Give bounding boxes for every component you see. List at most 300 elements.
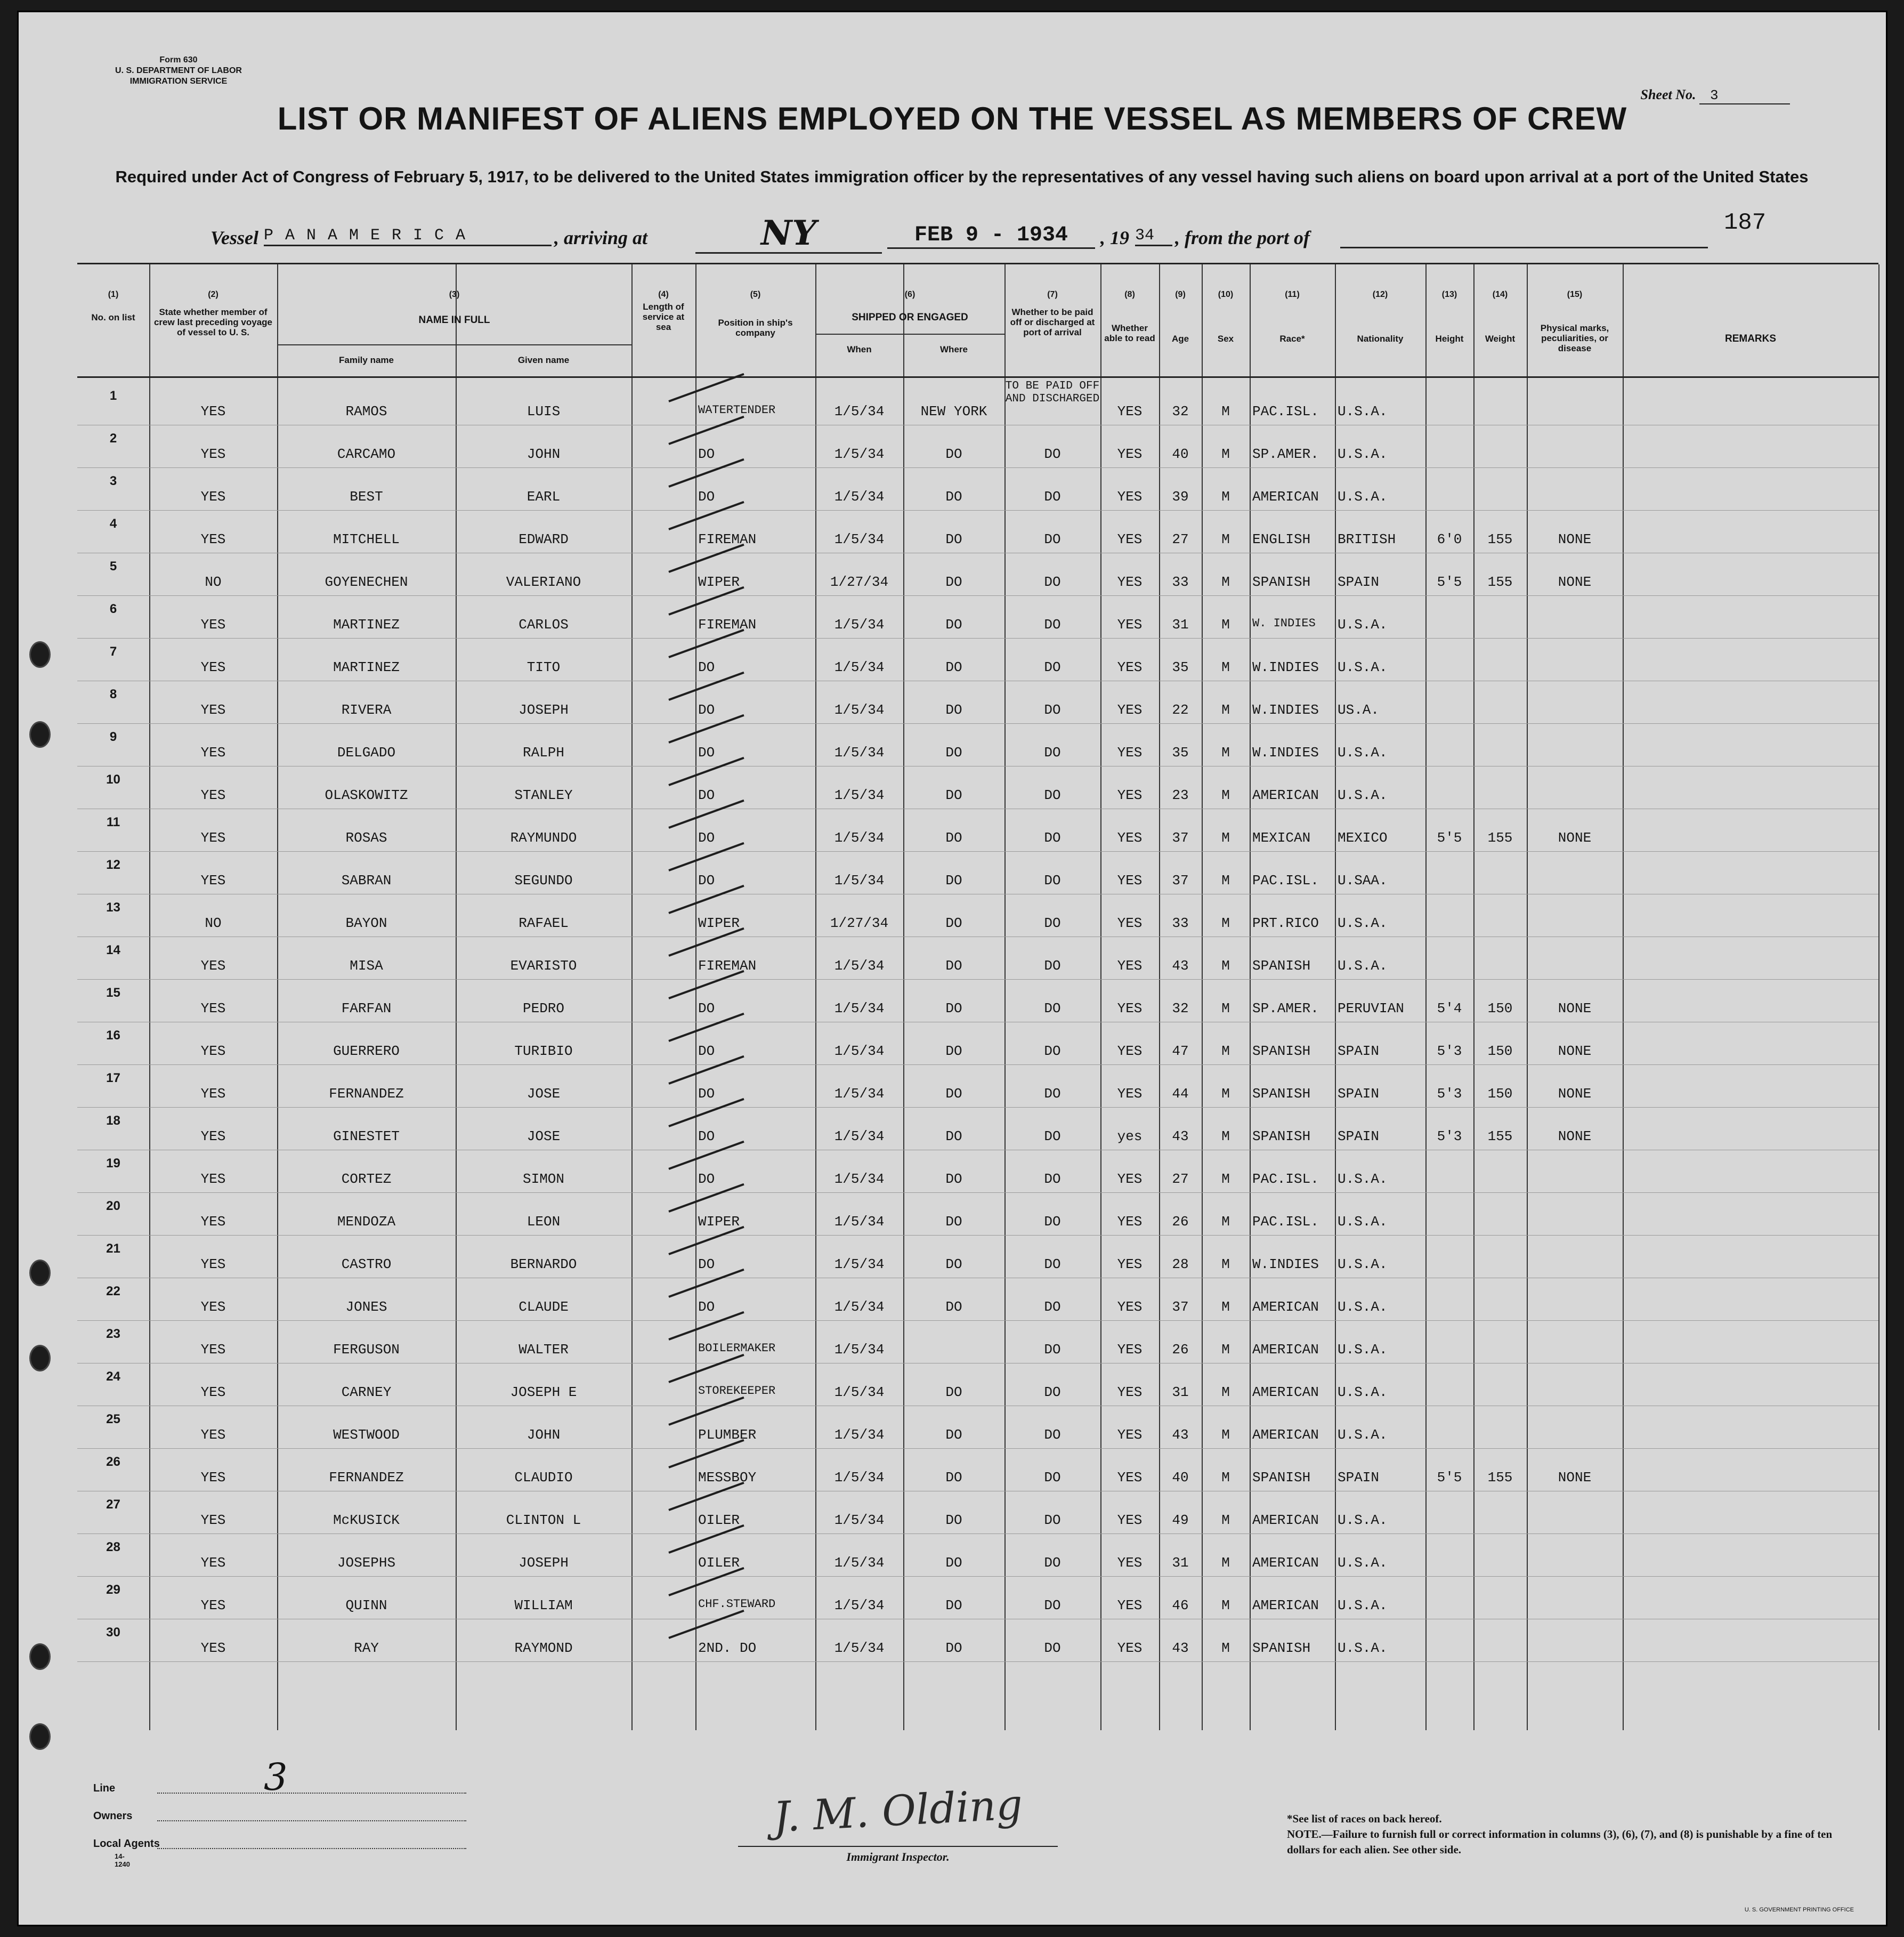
crew-read-cell: YES	[1117, 531, 1143, 547]
crew-position-cell: DO	[698, 1043, 715, 1059]
column-rule	[1004, 264, 1006, 1730]
crew-sex-cell: M	[1221, 403, 1230, 419]
service-name: IMMIGRATION SERVICE	[129, 77, 228, 86]
row-number: 9	[109, 730, 117, 744]
row-rule	[77, 1576, 1878, 1577]
binder-hole	[29, 1345, 51, 1371]
crew-position-cell: DO	[698, 446, 715, 462]
crew-race-cell: AMERICAN	[1252, 1427, 1319, 1443]
crew-paid-cell: DO	[1044, 787, 1061, 803]
column-rule	[1159, 264, 1160, 1730]
crew-weight-cell: 155	[1487, 1470, 1513, 1486]
column-header-physical: Physical marks, peculiarities, or disease	[1540, 323, 1609, 353]
crew-nationality-cell: U.S.A.	[1338, 659, 1388, 675]
vessel-name: P A N A M E R I C A	[264, 227, 552, 246]
crew-paid-cell: DO	[1044, 1427, 1061, 1443]
check-mark	[668, 927, 744, 957]
column-rule	[277, 264, 278, 1730]
crew-paid-cell: DO	[1044, 1256, 1061, 1272]
crew-read-cell: YES	[1117, 1597, 1143, 1613]
crew-when-cell: 1/5/34	[834, 1512, 885, 1528]
column-rule	[1527, 264, 1528, 1730]
crew-given-cell: CLINTON L	[506, 1512, 581, 1528]
binder-hole	[29, 1723, 51, 1750]
crew-given-cell: SIMON	[522, 1171, 564, 1187]
crew-sex-cell: M	[1221, 745, 1230, 761]
crew-sex-cell: M	[1221, 531, 1230, 547]
crew-sex-cell: M	[1221, 446, 1230, 462]
column-number: (4)	[658, 290, 669, 299]
crew-when-cell: 1/5/34	[834, 1384, 885, 1400]
crew-member-cell: YES	[200, 659, 226, 675]
crew-when-cell: 1/5/34	[834, 702, 885, 718]
crew-height-cell: 5'3	[1437, 1086, 1462, 1102]
crew-member-cell: YES	[200, 531, 226, 547]
row-number: 29	[106, 1583, 120, 1597]
crew-position-cell: OILER	[698, 1512, 740, 1528]
crew-family-cell: SABRAN	[341, 873, 392, 889]
row-rule	[77, 1064, 1878, 1065]
crew-sex-cell: M	[1221, 1214, 1230, 1230]
crew-nationality-cell: U.S.A.	[1338, 1171, 1388, 1187]
crew-read-cell: YES	[1117, 1342, 1143, 1358]
crew-marks-cell: NONE	[1558, 574, 1592, 590]
crew-age-cell: 46	[1172, 1597, 1189, 1613]
check-mark	[668, 1610, 744, 1639]
crew-when-cell: 1/5/34	[834, 1256, 885, 1272]
crew-paid-cell: DO	[1044, 1128, 1061, 1144]
check-mark	[668, 1397, 744, 1426]
crew-where-cell: DO	[945, 1171, 962, 1187]
crew-when-cell: 1/5/34	[834, 958, 885, 974]
crew-where-cell: DO	[945, 745, 962, 761]
crew-height-cell: 6'0	[1437, 531, 1462, 547]
row-rule	[77, 510, 1878, 511]
crew-given-cell: RAYMUNDO	[510, 830, 577, 846]
crew-when-cell: 1/5/34	[834, 1342, 885, 1358]
column-number: (5)	[750, 290, 761, 299]
crew-paid-cell: DO	[1044, 1640, 1061, 1656]
crew-where-cell: DO	[945, 531, 962, 547]
crew-age-cell: 35	[1172, 745, 1189, 761]
crew-family-cell: MISA	[350, 958, 383, 974]
column-rule	[903, 264, 904, 1730]
row-number: 12	[106, 858, 120, 872]
row-rule	[77, 595, 1878, 596]
crew-paid-cell: DO	[1044, 1470, 1061, 1486]
races-note: *See list of races on back hereof.	[1287, 1812, 1442, 1825]
row-number: 17	[106, 1071, 120, 1085]
crew-height-cell: 5'3	[1437, 1043, 1462, 1059]
crew-member-cell: YES	[200, 403, 226, 419]
check-mark	[668, 672, 744, 701]
crew-read-cell: YES	[1117, 873, 1143, 889]
crew-family-cell: McKUSICK	[333, 1512, 400, 1528]
crew-read-cell: YES	[1117, 617, 1143, 633]
crew-member-cell: YES	[200, 1299, 226, 1315]
crew-given-cell: EDWARD	[518, 531, 569, 547]
row-number: 14	[106, 943, 120, 957]
crew-read-cell: YES	[1117, 1640, 1143, 1656]
crew-race-cell: ENGLISH	[1252, 531, 1311, 547]
crew-member-cell: YES	[200, 617, 226, 633]
column-header-when: When	[847, 344, 872, 354]
crew-height-cell: 5'5	[1437, 574, 1462, 590]
footer-notes	[1287, 1811, 1846, 1858]
row-number: 16	[106, 1028, 120, 1043]
crew-member-cell: YES	[200, 1427, 226, 1443]
crew-weight-cell: 150	[1487, 1000, 1513, 1016]
crew-where-cell: DO	[945, 574, 962, 590]
crew-read-cell: yes	[1117, 1128, 1143, 1144]
column-header-position: Position in ship's company	[718, 318, 793, 338]
crew-when-cell: 1/5/34	[834, 1299, 885, 1315]
check-mark	[668, 1311, 744, 1341]
crew-read-cell: YES	[1117, 1427, 1143, 1443]
crew-when-cell: 1/5/34	[834, 1171, 885, 1187]
crew-sex-cell: M	[1221, 1342, 1230, 1358]
crew-given-cell: JOSE	[526, 1086, 561, 1102]
crew-where-cell: DO	[945, 446, 962, 462]
crew-height-cell: 5'5	[1437, 830, 1462, 846]
crew-when-cell: 1/5/34	[834, 403, 885, 419]
crew-race-cell: AMERICAN	[1252, 1597, 1319, 1613]
crew-when-cell: 1/5/34	[834, 1086, 885, 1102]
owners-underline	[157, 1820, 466, 1821]
crew-age-cell: 37	[1172, 873, 1189, 889]
crew-read-cell: YES	[1117, 1171, 1143, 1187]
crew-given-cell: CLAUDE	[518, 1299, 569, 1315]
crew-family-cell: JONES	[345, 1299, 387, 1315]
crew-paid-cell: DO	[1044, 873, 1061, 889]
crew-when-cell: 1/5/34	[834, 1555, 885, 1571]
row-number: 7	[109, 644, 117, 659]
crew-member-cell: YES	[200, 1555, 226, 1571]
crew-nationality-cell: U.S.A.	[1338, 915, 1388, 931]
crew-when-cell: 1/27/34	[830, 915, 889, 931]
crew-nationality-cell: U.S.A.	[1338, 787, 1388, 803]
crew-when-cell: 1/5/34	[834, 659, 885, 675]
crew-age-cell: 47	[1172, 1043, 1189, 1059]
crew-where-cell: DO	[945, 1128, 962, 1144]
check-mark	[668, 714, 744, 744]
agents-form-code: 14-1240	[115, 1852, 130, 1868]
crew-height-cell: 5'5	[1437, 1470, 1462, 1486]
row-rule	[77, 1661, 1878, 1662]
crew-where-cell: DO	[945, 1427, 962, 1443]
crew-read-cell: YES	[1117, 830, 1143, 846]
crew-position-cell: DO	[698, 659, 715, 675]
check-mark	[668, 1098, 744, 1127]
arrival-date-stamp: FEB 9 - 1934	[887, 223, 1095, 249]
crew-read-cell: YES	[1117, 659, 1143, 675]
column-header-state-whether: State whether member of crew last preceding voyage of vessel to U. S.	[153, 307, 273, 337]
crew-race-cell: AMERICAN	[1252, 1555, 1319, 1571]
crew-given-cell: CLAUDIO	[514, 1470, 573, 1486]
column-number: (13)	[1441, 290, 1457, 299]
check-mark	[668, 1055, 744, 1085]
crew-sex-cell: M	[1221, 787, 1230, 803]
crew-age-cell: 37	[1172, 1299, 1189, 1315]
crew-read-cell: YES	[1117, 915, 1143, 931]
crew-position-cell: CHF.STEWARD	[698, 1597, 776, 1611]
crew-age-cell: 33	[1172, 574, 1189, 590]
crew-weight-cell: 150	[1487, 1086, 1513, 1102]
check-mark	[668, 800, 744, 829]
crew-given-cell: TITO	[526, 659, 561, 675]
column-rule	[1425, 264, 1427, 1730]
page-subtitle: Required under Act of Congress of February 5, 1917, to be delivered to the United States immigration officer by the representatives of any vessel having such aliens on board upon arrival at a port of the United States	[115, 167, 1809, 186]
crew-position-cell: DO	[698, 1000, 715, 1016]
crew-where-cell: DO	[945, 1256, 962, 1272]
check-mark	[668, 1354, 744, 1383]
column-rule	[631, 264, 633, 1730]
crew-sex-cell: M	[1221, 1555, 1230, 1571]
from-port-value	[1340, 227, 1708, 248]
crew-read-cell: YES	[1117, 1555, 1143, 1571]
crew-when-cell: 1/5/34	[834, 489, 885, 505]
crew-sex-cell: M	[1221, 489, 1230, 505]
crew-given-cell: JOSEPH	[518, 702, 569, 718]
crew-given-cell: EVARISTO	[510, 958, 577, 974]
check-mark	[668, 458, 744, 488]
row-number: 18	[106, 1113, 120, 1128]
crew-member-cell: NO	[205, 574, 222, 590]
crew-nationality-cell: PERUVIAN	[1338, 1000, 1404, 1016]
crew-nationality-cell: U.S.A.	[1338, 1555, 1388, 1571]
crew-race-cell: W.INDIES	[1252, 745, 1319, 761]
crew-age-cell: 43	[1172, 1640, 1189, 1656]
crew-sex-cell: M	[1221, 574, 1230, 590]
crew-race-cell: PAC.ISL.	[1252, 1214, 1319, 1230]
crew-member-cell: YES	[200, 702, 226, 718]
column-rule	[1623, 264, 1624, 1730]
crew-read-cell: YES	[1117, 1000, 1143, 1016]
crew-nationality-cell: U.S.A.	[1338, 1512, 1388, 1528]
crew-nationality-cell: BRITISH	[1338, 531, 1396, 547]
crew-given-cell: JOHN	[526, 446, 561, 462]
crew-race-cell: AMERICAN	[1252, 1384, 1319, 1400]
crew-sex-cell: M	[1221, 1299, 1230, 1315]
crew-given-cell: WILLIAM	[514, 1597, 573, 1613]
crew-when-cell: 1/5/34	[834, 1640, 885, 1656]
crew-marks-cell: NONE	[1558, 830, 1592, 846]
crew-given-cell: VALERIANO	[506, 574, 581, 590]
column-number: (9)	[1175, 290, 1186, 299]
crew-where-cell: DO	[945, 1470, 962, 1486]
crew-family-cell: WESTWOOD	[333, 1427, 400, 1443]
crew-member-cell: YES	[200, 1384, 226, 1400]
crew-weight-cell: 155	[1487, 1128, 1513, 1144]
crew-position-cell: DO	[698, 873, 715, 889]
column-rule	[1878, 264, 1879, 1730]
crew-member-cell: YES	[200, 1597, 226, 1613]
check-mark	[668, 416, 744, 445]
row-number: 1	[109, 389, 117, 403]
crew-sex-cell: M	[1221, 873, 1230, 889]
crew-age-cell: 49	[1172, 1512, 1189, 1528]
crew-race-cell: SPANISH	[1252, 1470, 1311, 1486]
crew-nationality-cell: US.A.	[1338, 702, 1380, 718]
crew-when-cell: 1/5/34	[834, 830, 885, 846]
crew-race-cell: W.INDIES	[1252, 659, 1319, 675]
crew-race-cell: SP.AMER.	[1252, 1000, 1319, 1016]
binder-hole	[29, 1260, 51, 1286]
year-prefix: , 19	[1100, 227, 1129, 248]
line-underline	[157, 1793, 466, 1794]
crew-sex-cell: M	[1221, 1000, 1230, 1016]
column-number: (14)	[1492, 290, 1508, 299]
check-mark	[668, 501, 744, 530]
crew-when-cell: 1/5/34	[834, 617, 885, 633]
crew-when-cell: 1/27/34	[830, 574, 889, 590]
crew-read-cell: YES	[1117, 1086, 1143, 1102]
row-number: 28	[106, 1540, 120, 1554]
crew-nationality-cell: U.S.A.	[1338, 617, 1388, 633]
crew-member-cell: YES	[200, 1214, 226, 1230]
crew-position-cell: WIPER	[698, 574, 740, 590]
column-rule	[456, 264, 457, 1730]
crew-family-cell: MARTINEZ	[333, 659, 400, 675]
crew-where-cell: DO	[945, 1086, 962, 1102]
crew-weight-cell: 150	[1487, 1043, 1513, 1059]
crew-given-cell: RAYMOND	[514, 1640, 573, 1656]
column-number: (11)	[1285, 290, 1300, 299]
crew-nationality-cell: U.SAA.	[1338, 873, 1388, 889]
crew-race-cell: SPANISH	[1252, 1128, 1311, 1144]
row-number: 8	[109, 687, 117, 701]
crew-family-cell: BEST	[350, 489, 383, 505]
crew-given-cell: LEON	[526, 1214, 561, 1230]
crew-age-cell: 40	[1172, 1470, 1189, 1486]
crew-position-cell: MESSBOY	[698, 1470, 757, 1486]
row-number: 20	[106, 1199, 120, 1213]
crew-member-cell: YES	[200, 1171, 226, 1187]
penalty-note: NOTE.—Failure to furnish full or correct information in columns (3), (6), (7), and (8) is punishable by a fine of ten dollars for each alien. See other side.	[1287, 1828, 1833, 1856]
crew-paid-cell: DO	[1044, 1086, 1061, 1102]
inspector-signature: J. M. Olding	[772, 1780, 1024, 1842]
crew-position-cell: PLUMBER	[698, 1427, 757, 1443]
crew-read-cell: YES	[1117, 1384, 1143, 1400]
line-field	[93, 1755, 466, 1799]
crew-given-cell: STANLEY	[514, 787, 573, 803]
crew-age-cell: 31	[1172, 1384, 1189, 1400]
crew-age-cell: 33	[1172, 915, 1189, 931]
check-mark	[668, 1524, 744, 1554]
crew-paid-cell: DO	[1044, 1512, 1061, 1528]
crew-paid-cell: DO	[1044, 489, 1061, 505]
crew-family-cell: OLASKOWITZ	[325, 787, 408, 803]
crew-sex-cell: M	[1221, 1597, 1230, 1613]
column-number: (3)	[449, 290, 460, 299]
crew-family-cell: RAY	[354, 1640, 379, 1656]
row-number: 26	[106, 1455, 120, 1469]
row-rule	[77, 1107, 1878, 1108]
crew-race-cell: PAC.ISL.	[1252, 1171, 1319, 1187]
binder-hole	[29, 641, 51, 668]
crew-family-cell: FERNANDEZ	[329, 1470, 404, 1486]
column-rule	[1202, 264, 1203, 1730]
crew-nationality-cell: SPAIN	[1338, 1043, 1380, 1059]
crew-weight-cell: 155	[1487, 531, 1513, 547]
crew-position-cell: 2ND. DO	[698, 1640, 757, 1656]
crew-member-cell: YES	[200, 446, 226, 462]
row-rule	[77, 851, 1878, 852]
check-mark	[668, 1013, 744, 1042]
crew-paid-cell: DO	[1044, 1555, 1061, 1571]
column-header-no-on-list: No. on list	[91, 312, 135, 322]
crew-sex-cell: M	[1221, 1512, 1230, 1528]
crew-where-cell: DO	[945, 1043, 962, 1059]
crew-position-cell: DO	[698, 1086, 715, 1102]
column-header-family-name: Family name	[339, 355, 394, 365]
crew-read-cell: YES	[1117, 958, 1143, 974]
crew-sex-cell: M	[1221, 1470, 1230, 1486]
crew-age-cell: 27	[1172, 531, 1189, 547]
crew-nationality-cell: U.S.A.	[1338, 1256, 1388, 1272]
crew-nationality-cell: U.S.A.	[1338, 1640, 1388, 1656]
crew-paid-cell: DO	[1044, 1342, 1061, 1358]
department-name: U. S. DEPARTMENT OF LABOR	[115, 66, 242, 75]
column-header-weight: Weight	[1485, 334, 1516, 344]
crew-nationality-cell: MEXICO	[1338, 830, 1388, 846]
arriving-port: NY	[695, 215, 882, 254]
crew-nationality-cell: U.S.A.	[1338, 1342, 1388, 1358]
crew-sex-cell: M	[1221, 1043, 1230, 1059]
crew-paid-cell: DO	[1044, 1000, 1061, 1016]
crew-given-cell: BERNARDO	[510, 1256, 577, 1272]
crew-given-cell: PEDRO	[522, 1000, 564, 1016]
crew-marks-cell: NONE	[1558, 531, 1592, 547]
crew-read-cell: YES	[1117, 745, 1143, 761]
manifest-stamp-number: 187	[1724, 209, 1767, 236]
crew-nationality-cell: SPAIN	[1338, 1470, 1380, 1486]
row-number: 27	[106, 1497, 120, 1512]
crew-marks-cell: NONE	[1558, 1000, 1592, 1016]
crew-paid-cell: DO	[1044, 958, 1061, 974]
column-rule	[695, 264, 696, 1730]
crew-position-cell: WIPER	[698, 1214, 740, 1230]
crew-race-cell: PRT.RICO	[1252, 915, 1319, 931]
column-rule	[1473, 264, 1474, 1730]
crew-position-cell: DO	[698, 1171, 715, 1187]
vessel-line	[210, 209, 1836, 253]
crew-age-cell: 26	[1172, 1214, 1189, 1230]
crew-paid-cell: TO BE PAID OFF AND DISCHARGED	[1005, 380, 1100, 405]
crew-where-cell: DO	[945, 1597, 962, 1613]
crew-when-cell: 1/5/34	[834, 1427, 885, 1443]
crew-when-cell: 1/5/34	[834, 1043, 885, 1059]
crew-paid-cell: DO	[1044, 446, 1061, 462]
check-mark	[668, 1439, 744, 1468]
crew-where-cell: DO	[945, 489, 962, 505]
crew-weight-cell: 155	[1487, 830, 1513, 846]
crew-read-cell: YES	[1117, 1214, 1143, 1230]
crew-family-cell: CARNEY	[341, 1384, 392, 1400]
crew-nationality-cell: SPAIN	[1338, 1086, 1380, 1102]
crew-read-cell: YES	[1117, 403, 1143, 419]
year-value: 34	[1135, 227, 1172, 246]
check-mark	[668, 842, 744, 871]
crew-position-cell: DO	[698, 830, 715, 846]
crew-age-cell: 28	[1172, 1256, 1189, 1272]
crew-read-cell: YES	[1117, 489, 1143, 505]
crew-age-cell: 23	[1172, 787, 1189, 803]
column-number: (7)	[1047, 290, 1058, 299]
binder-hole	[29, 721, 51, 748]
crew-where-cell: DO	[945, 1555, 962, 1571]
crew-family-cell: RIVERA	[341, 702, 392, 718]
